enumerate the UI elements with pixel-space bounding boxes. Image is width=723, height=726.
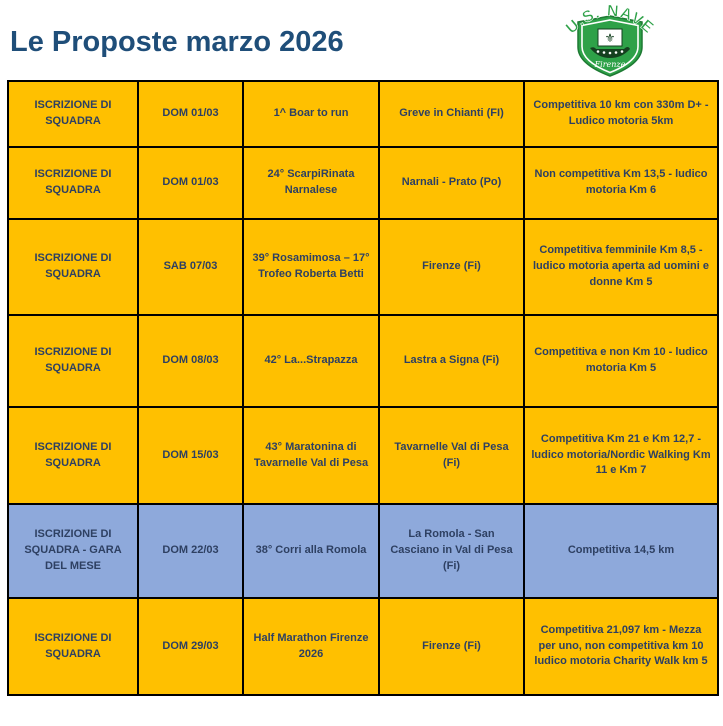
table-row	[8, 598, 718, 695]
event-cell: 42° La...Strapazza	[243, 315, 379, 407]
date-cell: DOM 22/03	[138, 504, 243, 598]
registration-cell: ISCRIZIONE DI SQUADRA - GARA DEL MESE	[8, 504, 138, 598]
registration-cell: ISCRIZIONE DI SQUADRA	[8, 315, 138, 407]
date-cell: DOM 08/03	[138, 315, 243, 407]
details-cell: Competitiva 14,5 km	[524, 504, 718, 598]
event-cell: 38° Corri alla Romola	[243, 504, 379, 598]
location-cell: Greve in Chianti (FI)	[379, 81, 524, 147]
details-cell: Competitiva femminile Km 8,5 - ludico motoria aperta ad uomini e donne Km 5	[524, 219, 718, 315]
location-cell: La Romola - San Casciano in Val di Pesa (Fi)	[379, 504, 524, 598]
logo-city-label: Firenze	[594, 60, 626, 69]
details-cell: Competitiva e non Km 10 - ludico motoria Km 5	[524, 315, 718, 407]
date-cell: SAB 07/03	[138, 219, 243, 315]
date-cell: DOM 01/03	[138, 81, 243, 147]
page-title: Le Proposte marzo 2026	[10, 26, 344, 58]
registration-cell: ISCRIZIONE DI SQUADRA	[8, 407, 138, 504]
location-cell: Narnali - Prato (Po)	[379, 147, 524, 219]
table-row	[8, 147, 718, 219]
table-row	[8, 219, 718, 315]
date-cell: DOM 29/03	[138, 598, 243, 695]
event-cell: 24° ScarpiRinata Narnalese	[243, 147, 379, 219]
table-row	[8, 504, 718, 598]
date-cell: DOM 01/03	[138, 147, 243, 219]
event-cell: 39° Rosamimosa – 17° Trofeo Roberta Betti	[243, 219, 379, 315]
registration-cell: ISCRIZIONE DI SQUADRA	[8, 147, 138, 219]
details-cell: Non competitiva Km 13,5 - ludico motoria Km 6	[524, 147, 718, 219]
details-cell: Competitiva 21,097 km - Mezza per uno, non competitiva km 10 ludico motoria Charity Walk km 5	[524, 598, 718, 695]
details-cell: Competitiva 10 km con 330m D+ - Ludico motoria 5km	[524, 81, 718, 147]
registration-cell: ISCRIZIONE DI SQUADRA	[8, 219, 138, 315]
location-cell: Firenze (Fi)	[379, 219, 524, 315]
table-row	[8, 81, 718, 147]
table-row	[8, 315, 718, 407]
race-proposals-table	[7, 80, 719, 696]
registration-cell: ISCRIZIONE DI SQUADRA	[8, 598, 138, 695]
location-cell: Tavarnelle Val di Pesa (Fi)	[379, 407, 524, 504]
event-cell: 43° Maratonina di Tavarnelle Val di Pesa	[243, 407, 379, 504]
club-crest-icon	[556, 0, 664, 78]
fleur-de-lis-icon: ⚜	[604, 31, 616, 45]
club-logo	[556, 0, 664, 78]
logo-club-name: U.S. NAVE	[562, 2, 658, 38]
location-cell: Lastra a Signa (Fi)	[379, 315, 524, 407]
event-cell: 1^ Boar to run	[243, 81, 379, 147]
table-row	[8, 407, 718, 504]
date-cell: DOM 15/03	[138, 407, 243, 504]
registration-cell: ISCRIZIONE DI SQUADRA	[8, 81, 138, 147]
event-cell: Half Marathon Firenze 2026	[243, 598, 379, 695]
location-cell: Firenze (Fi)	[379, 598, 524, 695]
details-cell: Competitiva Km 21 e Km 12,7 - ludico motoria/Nordic Walking Km 11 e Km 7	[524, 407, 718, 504]
